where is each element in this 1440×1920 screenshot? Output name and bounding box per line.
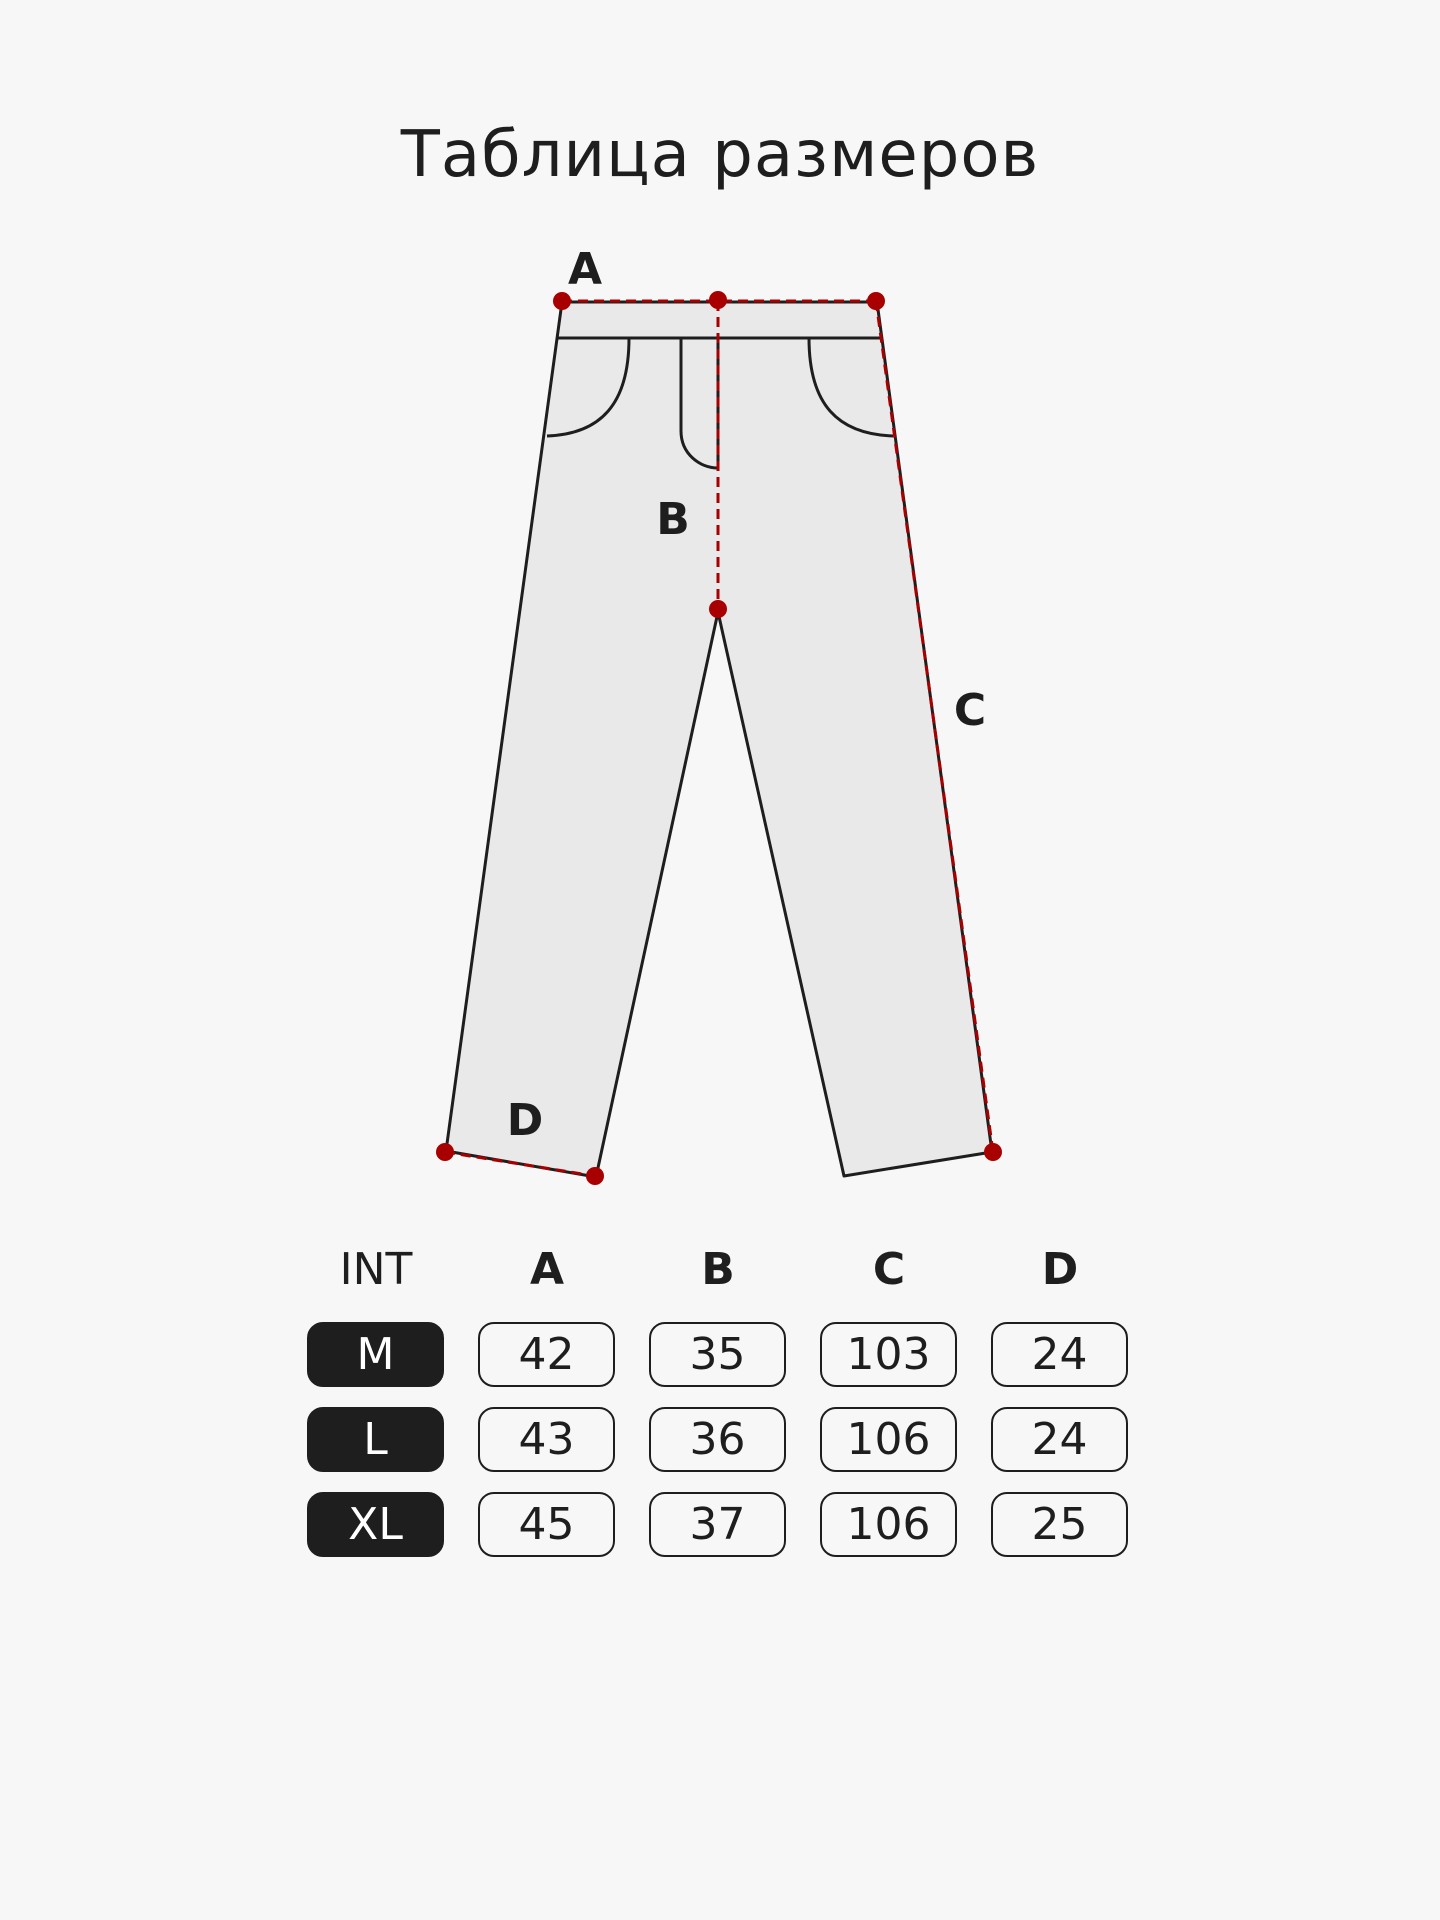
label-b: B — [656, 494, 690, 545]
cell-xl-b: 37 — [649, 1492, 786, 1557]
cell-l-b: 36 — [649, 1407, 786, 1472]
header-b: B — [701, 1244, 735, 1295]
size-badge-m: M — [307, 1322, 444, 1387]
cell-m-a: 42 — [478, 1322, 615, 1387]
cell-l-d: 24 — [991, 1407, 1128, 1472]
cell-xl-a: 45 — [478, 1492, 615, 1557]
cell-l-c: 106 — [820, 1407, 957, 1472]
cell-xl-c: 106 — [820, 1492, 957, 1557]
cell-m-b: 35 — [649, 1322, 786, 1387]
label-c: C — [953, 685, 987, 736]
header-int: INT — [339, 1244, 413, 1295]
cell-l-a: 43 — [478, 1407, 615, 1472]
size-badge-l: L — [307, 1407, 444, 1472]
cell-m-c: 103 — [820, 1322, 957, 1387]
header-d: D — [1041, 1244, 1079, 1295]
page-title: Таблица размеров — [400, 118, 1040, 192]
header-c: C — [872, 1244, 906, 1295]
cell-xl-d: 25 — [991, 1492, 1128, 1557]
header-a: A — [529, 1244, 565, 1295]
label-d: D — [506, 1095, 544, 1146]
cell-m-d: 24 — [991, 1322, 1128, 1387]
label-a: A — [567, 244, 603, 295]
size-badge-xl: XL — [307, 1492, 444, 1557]
